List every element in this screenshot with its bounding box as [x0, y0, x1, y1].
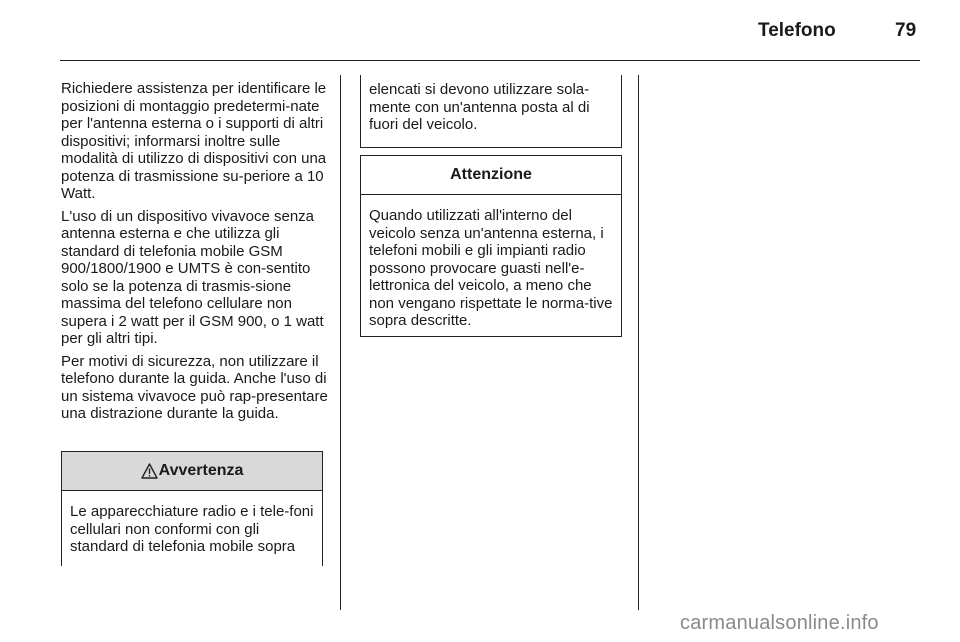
paragraph: Per motivi di sicurezza, non utilizzare il telefono durante la guida. Anche l'uso di un sistema vivavoce può rap-presentare una distrazione durante la guida.	[61, 352, 328, 422]
warning-box-header	[62, 452, 322, 491]
watermark: carmanualsonline.info	[680, 612, 879, 634]
attention-box-body: Quando utilizzati all'interno del veicolo senza un'antenna esterna, i telefoni mobili e gli impianti radio possono provocare guasti nell'e-lettronica del veicolo, a meno che non vengano rispettate le norma-tive sopra descritte.	[369, 207, 613, 329]
attention-box-title: Attenzione	[450, 166, 532, 184]
header-divider	[60, 60, 920, 61]
warning-box-title: Avvertenza	[158, 462, 244, 480]
left-column-text	[61, 80, 333, 428]
warning-triangle-icon	[141, 463, 158, 479]
warning-box	[61, 451, 323, 566]
attention-box	[360, 155, 622, 337]
column-divider-right	[638, 75, 639, 610]
page-number: 79	[895, 20, 917, 41]
warning-box-body-continued: elencati si devono utilizzare sola-mente con un'antenna posta al di fuori del veicolo.	[369, 81, 590, 133]
attention-box-header	[361, 156, 621, 195]
warning-box-continued	[360, 75, 622, 148]
paragraph: L'uso di un dispositivo vivavoce senza antenna esterna e che utilizza gli standard di telefonia mobile GSM 900/1800/1900 e UMTS è con-sentito solo se la potenza di trasmis-sione massima del telefono cellulare non supera i 2 watt per il GSM 900, o 1 watt per gli altri tipi.	[61, 207, 324, 347]
column-divider-left	[340, 75, 341, 610]
paragraph: Richiedere assistenza per identificare le posizioni di montaggio predetermi-nate per l'antenna esterna o i supporti di altri dispositivi; informarsi inoltre sulle modalità di utilizzo di dispositivi con una potenza di trasmissione su-periore a 10 Watt.	[61, 80, 327, 202]
warning-box-body: Le apparecchiature radio e i tele-foni cellulari non conformi con gli standard di telefonia mobile sopra	[70, 503, 314, 555]
section-title: Telefono	[758, 20, 836, 41]
